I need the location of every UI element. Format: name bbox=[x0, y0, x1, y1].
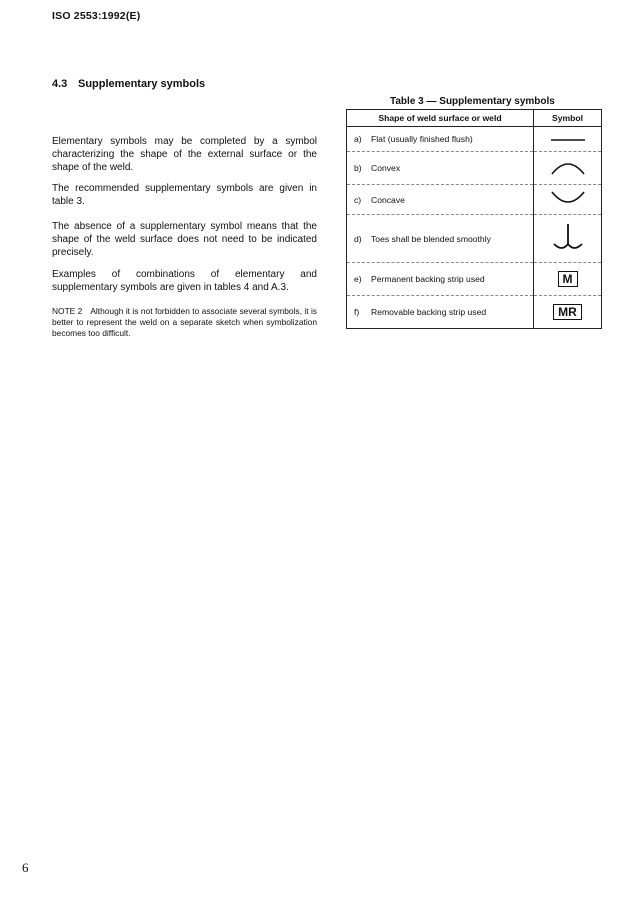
section-number: 4.3 bbox=[52, 78, 68, 90]
symbol-cell bbox=[534, 215, 602, 263]
row-description bbox=[347, 296, 534, 329]
flat-line-icon bbox=[548, 131, 588, 145]
row-text: Toes shall be blended smoothly bbox=[371, 233, 491, 244]
column-header-symbol: Symbol bbox=[534, 110, 602, 127]
table-row bbox=[347, 296, 602, 329]
row-description bbox=[347, 185, 534, 215]
boxed-mr-icon: MR bbox=[553, 304, 582, 320]
table-header-row bbox=[347, 110, 602, 127]
row-text: Flat (usually finished flush) bbox=[371, 134, 473, 144]
section-title: Supplementary symbols bbox=[78, 78, 206, 90]
convex-arc-icon bbox=[548, 156, 588, 178]
symbol-cell bbox=[534, 185, 602, 215]
boxed-m-icon: M bbox=[558, 271, 578, 287]
table-row bbox=[347, 152, 602, 185]
table-row bbox=[347, 185, 602, 215]
row-letter: a) bbox=[354, 134, 362, 144]
standard-header: ISO 2553:1992(E) bbox=[52, 10, 141, 22]
row-letter: d) bbox=[354, 233, 362, 244]
row-text: Removable backing strip used bbox=[371, 307, 487, 317]
row-text: Permanent backing strip used bbox=[371, 274, 485, 284]
row-description bbox=[347, 263, 534, 296]
table-row bbox=[347, 127, 602, 152]
supplementary-symbols-table bbox=[346, 109, 602, 329]
row-description bbox=[347, 127, 534, 152]
row-letter: b) bbox=[354, 163, 362, 173]
page-number: 6 bbox=[22, 860, 29, 875]
symbol-cell bbox=[534, 127, 602, 152]
section-heading bbox=[52, 78, 205, 90]
column-header-shape: Shape of weld surface or weld bbox=[347, 110, 534, 127]
table-row bbox=[347, 263, 602, 296]
paragraph-1: Elementary symbols may be completed by a symbol characterizing the shape of the external surface or the shape of the weld. bbox=[52, 136, 317, 173]
row-letter: e) bbox=[354, 274, 362, 284]
row-description bbox=[347, 152, 534, 185]
table-row bbox=[347, 215, 602, 263]
paragraph-2: The recommended supplementary symbols are given in table 3. bbox=[52, 183, 317, 207]
paragraph-4: Examples of combinations of elementary and supplementary symbols are given in tables 4 and A.3. bbox=[52, 269, 317, 293]
note bbox=[52, 306, 317, 339]
concave-arc-icon bbox=[548, 188, 588, 210]
paragraph-3: The absence of a supplementary symbol means that the shape of the weld surface does not need to be indicated precisely. bbox=[52, 221, 317, 258]
symbol-cell bbox=[534, 152, 602, 185]
note-text: Although it is not forbidden to associate several symbols, it is better to represent the weld on a separate sketch when symbolization becomes too difficult. bbox=[52, 306, 317, 338]
symbol-cell bbox=[534, 296, 602, 329]
row-text: Concave bbox=[371, 194, 405, 205]
table-caption: Table 3 — Supplementary symbols bbox=[390, 96, 555, 107]
row-description bbox=[347, 215, 534, 263]
row-letter: f) bbox=[354, 307, 360, 317]
note-label: NOTE 2 bbox=[52, 306, 83, 316]
row-text: Convex bbox=[371, 163, 401, 173]
toes-blended-icon bbox=[548, 222, 588, 254]
row-letter: c) bbox=[354, 194, 362, 205]
symbol-cell bbox=[534, 263, 602, 296]
